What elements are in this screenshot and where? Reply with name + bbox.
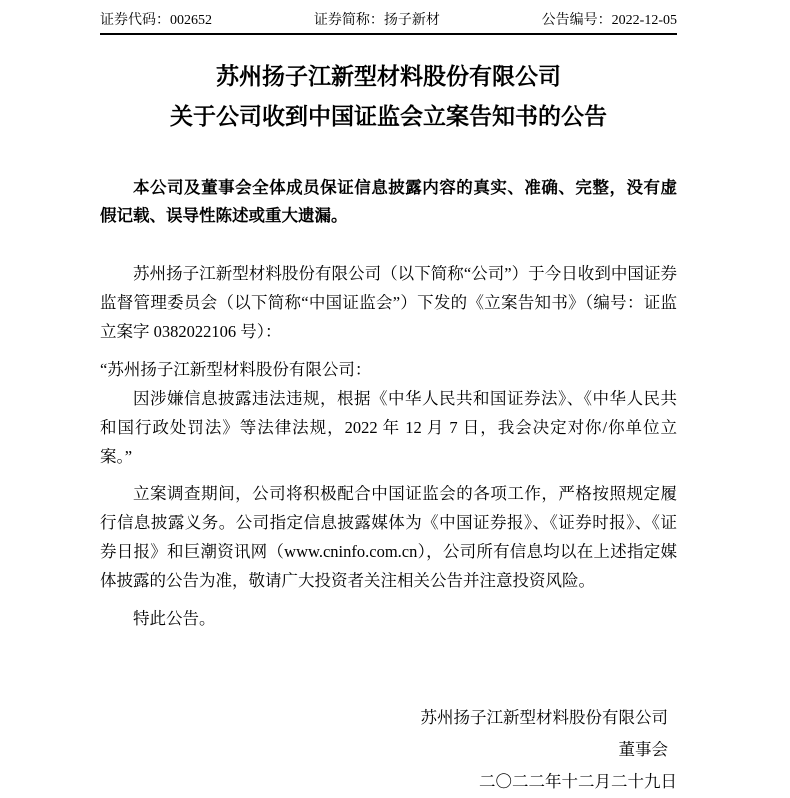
paragraph-quote-salutation: “苏州扬子江新型材料股份有限公司： (100, 360, 372, 379)
closing-statement: 特此公告。 (133, 609, 216, 628)
document-header (100, 0, 677, 30)
title-block (100, 57, 677, 137)
document-title-line2: 关于公司收到中国证监会立案告知书的公告 (170, 104, 607, 129)
stock-name: 证券简称：扬子新材 (313, 13, 440, 28)
document-title-line1: 苏州扬子江新型材料股份有限公司 (216, 64, 561, 89)
header-divider (100, 33, 677, 35)
signature-date: 二〇二二年十二月二十九日 (479, 772, 677, 791)
paragraph-quote-content: 因涉嫌信息披露违法违规，根据《中华人民共和国证券法》、《中华人民共和国行政处罚法》等法律法规，2022 年 12 月 7 日，我会决定对你/你单位立案。” (100, 389, 677, 466)
signature-block (100, 702, 677, 798)
integrity-statement: 本公司及董事会全体成员保证信息披露内容的真实、准确、完整，没有虚假记载、误导性陈述或重大遗漏。 (100, 178, 677, 225)
stock-code: 证券代码：002652 (100, 13, 212, 28)
signature-board: 董事会 (618, 740, 668, 759)
announcement-number: 公告编号：2022-12-05 (541, 13, 677, 28)
paragraph-cooperation: 立案调查期间，公司将积极配合中国证监会的各项工作，严格按照规定履行信息披露义务。公司指定信息披露媒体为《中国证券报》、《证券时报》、《证券日报》和巨潮资讯网（www.cninfo.com.cn），公司所有信息均以在上述指定媒体披露的公告为准，敬请广大投资者关注相关公告并注意投资风险。 (100, 484, 677, 590)
paragraph-notice-received: 苏州扬子江新型材料股份有限公司（以下简称“公司”）于今日收到中国证券监督管理委员会（以下简称“中国证监会”）下发的《立案告知书》（编号：证监立案字 0382022106 号）： (100, 264, 677, 341)
signature-company: 苏州扬子江新型材料股份有限公司 (420, 708, 668, 727)
